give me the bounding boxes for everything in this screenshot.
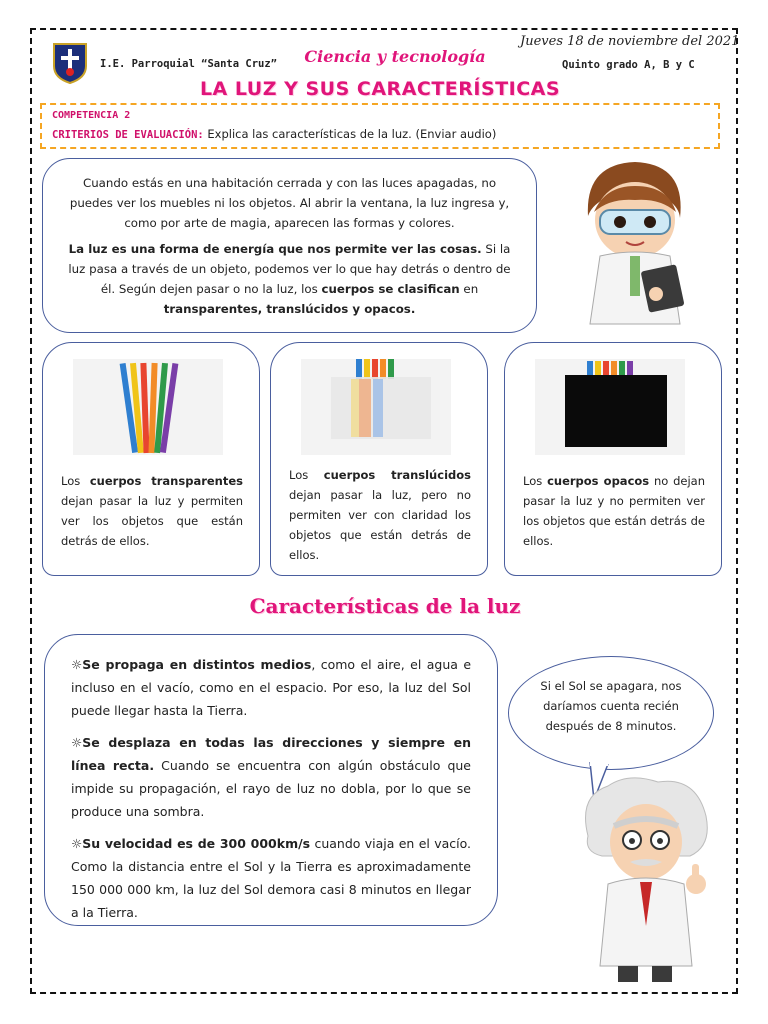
feature-text: , como el aire, el agua e incluso en el vacío, como en el espacio. Por eso, la luz del Sol puede llegar hasta la Tierra. [71, 657, 472, 718]
features-box [44, 634, 498, 926]
grade: Quinto grado A, B y C [562, 59, 695, 71]
section-title: Características de la luz [249, 594, 521, 618]
feature-bold: Se desplaza en todas las direcciones y siempre en línea recta. [71, 735, 471, 773]
feature-item [71, 731, 471, 823]
sun-icon: ☼ [71, 836, 83, 851]
intro-paragraph-1: Cuando estás en una habitación cerrada y con las luces apagadas, no puedes ver los muebles ni los objetos. Al abrir la ventana, la luz ingresa y, como por arte de magia, aparecen las formas y colores. [69, 176, 510, 230]
card-text-body: dejan pasar la luz, pero no permiten ver con claridad los objetos que están detrás de ellos. [289, 488, 471, 562]
speech-bubble-text: Si el Sol se apagara, nos daríamos cuenta recién después de 8 minutos. [540, 679, 682, 733]
transparent-pencils-image [73, 359, 223, 455]
card-transparent [42, 342, 260, 576]
card-translucent [270, 342, 488, 576]
card-transparent-text [61, 471, 243, 551]
competency-box [40, 103, 720, 149]
speech-bubble [508, 656, 714, 770]
school-name: I.E. Parroquial “Santa Cruz” [100, 58, 278, 70]
competency-title: COMPETENCIA 2 [52, 110, 131, 121]
card-text-pre: Los [61, 474, 90, 488]
intro-box [42, 158, 537, 333]
intro-paragraph-2 [63, 239, 516, 319]
scientist-einstein-illustration [578, 776, 713, 984]
card-opaque-text [523, 471, 705, 551]
card-translucent-text [289, 465, 471, 565]
criteria-label: CRITERIOS DE EVALUACIÓN: [52, 129, 204, 141]
card-text-pre: Los [289, 468, 324, 482]
translucent-pencils-image [301, 359, 451, 455]
card-text-body: no dejan pasar la luz y no permiten ver los objetos que están detrás de ellos. [523, 474, 706, 548]
feature-bold: Se propaga en distintos medios [82, 657, 312, 672]
page-title: LA LUZ Y SUS CARACTERÍSTICAS [199, 78, 561, 100]
feature-text: Cuando se encuentra con algún obstáculo que impide su propagación, el rayo de luz no dobla, por lo que se produce una sombra. [71, 758, 471, 819]
card-text-bold: cuerpos transparentes [89, 474, 243, 488]
card-text-bold: cuerpos translúcidos [323, 468, 471, 482]
subject-title: Ciencia y tecnología [304, 47, 486, 66]
card-text-bold: cuerpos opacos [547, 474, 650, 488]
opaque-pencils-image [535, 359, 685, 455]
school-logo [52, 42, 88, 84]
criteria-text: Explica las características de la luz. (Enviar audio) [203, 127, 497, 141]
intro-text-2: en [459, 282, 479, 296]
card-text-body: dejan pasar la luz y permiten ver los objetos que están detrás de ellos. [61, 494, 243, 548]
intro-bold-3: transparentes, translúcidos y opacos. [163, 302, 416, 316]
feature-item [71, 653, 471, 722]
intro-bold-1: La luz es una forma de energía que nos permite ver las cosas. [68, 242, 482, 256]
card-opaque [504, 342, 722, 576]
intro-bold-2: cuerpos se clasifican [321, 282, 460, 296]
card-text-pre: Los [523, 474, 548, 488]
sun-icon: ☼ [71, 735, 83, 750]
sun-icon: ☼ [71, 657, 83, 672]
scientist-girl-illustration [560, 156, 710, 326]
feature-item [71, 832, 471, 924]
intro-text-1: Si la luz pasa a través de un objeto, podemos ver lo que hay detrás o dentro de él. Según dejen pasar o no la luz, los [68, 242, 511, 296]
criteria-line [52, 127, 496, 141]
feature-text: cuando viaja en el vacío. Como la distancia entre el Sol y la Tierra es aproximadamente 150 000 000 km, la luz del Sol demora casi 8 minutos en llegar a la Tierra. [71, 836, 471, 920]
date: Jueves 18 de noviembre del 2021 [520, 34, 740, 49]
feature-bold: Su velocidad es de 300 000km/s [82, 836, 311, 851]
